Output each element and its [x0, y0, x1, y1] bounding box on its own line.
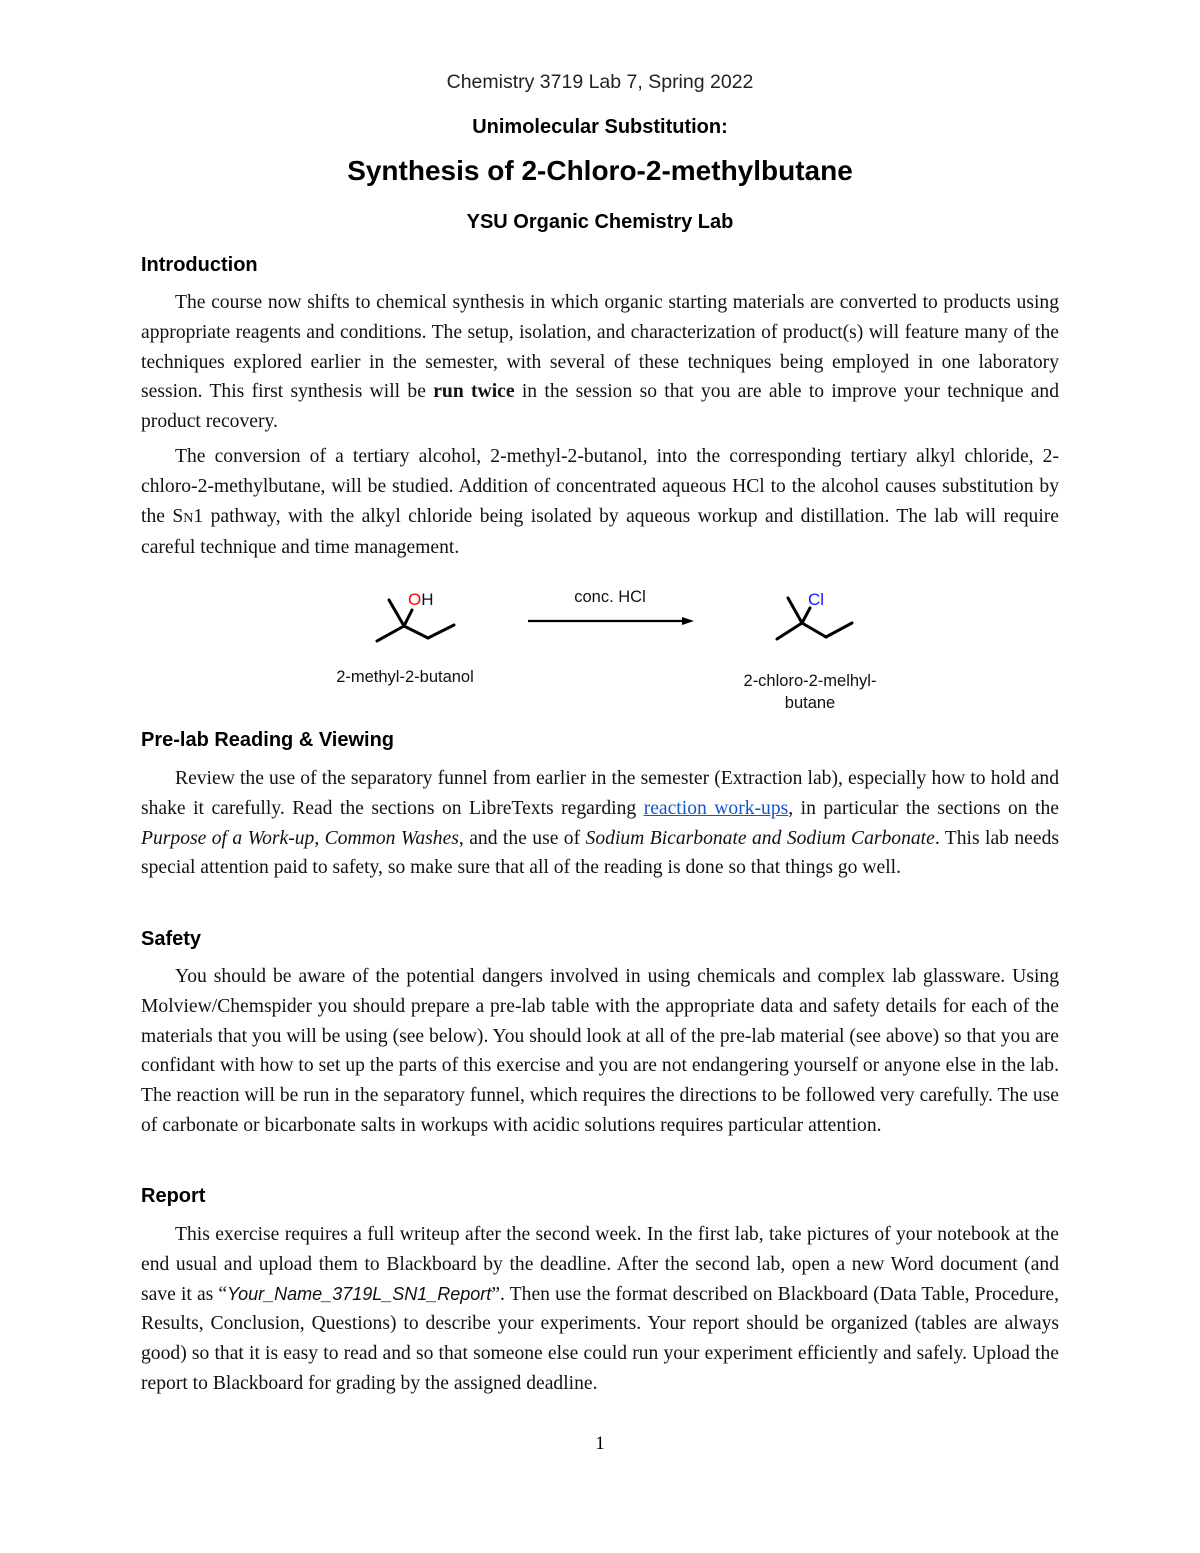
italic-run: Common Washes	[324, 827, 459, 849]
italic-run: Purpose of a Work-up	[141, 827, 315, 849]
product-name: 2-chloro-2-melhyl- butane	[743, 672, 877, 712]
course-line: Chemistry 3719 Lab 7, Spring 2022	[446, 71, 754, 93]
introduction-body-2	[141, 442, 1059, 563]
introduction-heading: Introduction	[141, 254, 258, 276]
introduction-body	[141, 288, 1059, 437]
report-body	[141, 1220, 1059, 1399]
prelab-paragraph: Review the use of the separatory funnel from earlier in the semester (Extraction lab), especially how to hold and shake it carefully. Read the sections on LibreTexts regarding reaction work-ups, in particular the sections on the Purpose of a Work-up, Common Washes, and the use of Sodium Bicarbonate and Sodium Carbonate. This lab needs special attention paid to safety, so make sure that all of the reading is done so that things go well.	[141, 768, 1059, 879]
safety-heading: Safety	[141, 928, 202, 950]
italic-run: Sodium Bicarbonate and Sodium Carbonate	[585, 827, 935, 849]
document-subtitle: Unimolecular Substitution:	[472, 116, 728, 138]
prelab-heading: Pre-lab Reading & Viewing	[141, 729, 395, 751]
page-number: 1	[595, 1433, 605, 1454]
text-run: in the session so that you are able to improve your technique and product recovery.	[141, 381, 1059, 433]
bold-run-twice: run twice	[433, 381, 515, 403]
introduction-paragraph-2	[141, 442, 1059, 563]
chlorine-group-label: Cl	[808, 590, 825, 609]
reactant-name: 2-methyl-2-butanol	[336, 668, 474, 686]
report-heading: Report	[141, 1185, 206, 1207]
hydroxyl-group-label: OH	[408, 590, 434, 609]
organization-line: YSU Organic Chemistry Lab	[466, 211, 734, 233]
introduction-paragraph-1	[141, 288, 1059, 437]
reactant-skeleton-icon	[377, 600, 454, 641]
reagent-label: conc. HCl	[574, 588, 646, 606]
reaction-workups-link[interactable]: reaction work-ups	[643, 797, 789, 819]
text-run: The course now shifts to chemical synthesis in which organic starting materials are converted to products using appropriate reagents and conditions. The setup, isolation, and characterization of product(s) will feature many of the techniques explored earlier in the semester, with several of these techniques being employed in one laboratory session. This first synthesis will be	[141, 292, 1059, 403]
safety-paragraph: You should be aware of the potential dangers involved in using chemicals and complex lab glassware. Using Molview/Chemspider you should prepare a pre-lab table with the appropriate data and safety details for each of the materials that you will be using (see below). You should look at all of the pre-lab material (see above) so that you are confidant with how to set up the parts of this exercise and you are not endangering yourself or anyone else in the lab. The reaction will be run in the separatory funnel, which requires the directions to be followed very carefully. The use of carbonate or bicarbonate salts in workups with acidic solutions requires particular attention.	[141, 966, 1059, 1136]
safety-body	[141, 962, 1059, 1141]
text-run: The conversion of a tertiary alcohol, 2-methyl-2-butanol, into the corresponding tertiary alkyl chloride, 2-chloro-2-methylbutane, will be studied. Addition of concentrated aqueous HCl to the alcohol causes substitution by the	[141, 446, 1059, 527]
product-skeleton-icon	[777, 598, 852, 639]
report-paragraph: This exercise requires a full writeup after the second week. In the first lab, take pictures of your notebook at the end usual and upload them to Blackboard by the deadline. After the second lab, open a new Word document (and save it as “Your_Name_3719L_SN1_Report”. Then use the format described on Blackboard (Data Table, Procedure, Results, Conclusion, Questions) to describe your experiments. Your report should be organized (tables are always good) so that it is easy to read and so that someone else could run your experiment efficiently and safely. Upload the report to Blackboard for grading by the assigned deadline.	[141, 1224, 1059, 1394]
text-run: pathway, with the alkyl chloride being isolated by aqueous workup and distillation. The lab will require careful technique and time management.	[141, 505, 1059, 559]
prelab-body	[141, 764, 1059, 883]
reaction-arrow-icon	[528, 617, 694, 625]
report-filename: Your_Name_3719L_SN1_Report	[227, 1283, 492, 1304]
document-title: Synthesis of 2-Chloro-2-methylbutane	[347, 155, 853, 186]
sn1-label: SN1	[172, 505, 204, 527]
